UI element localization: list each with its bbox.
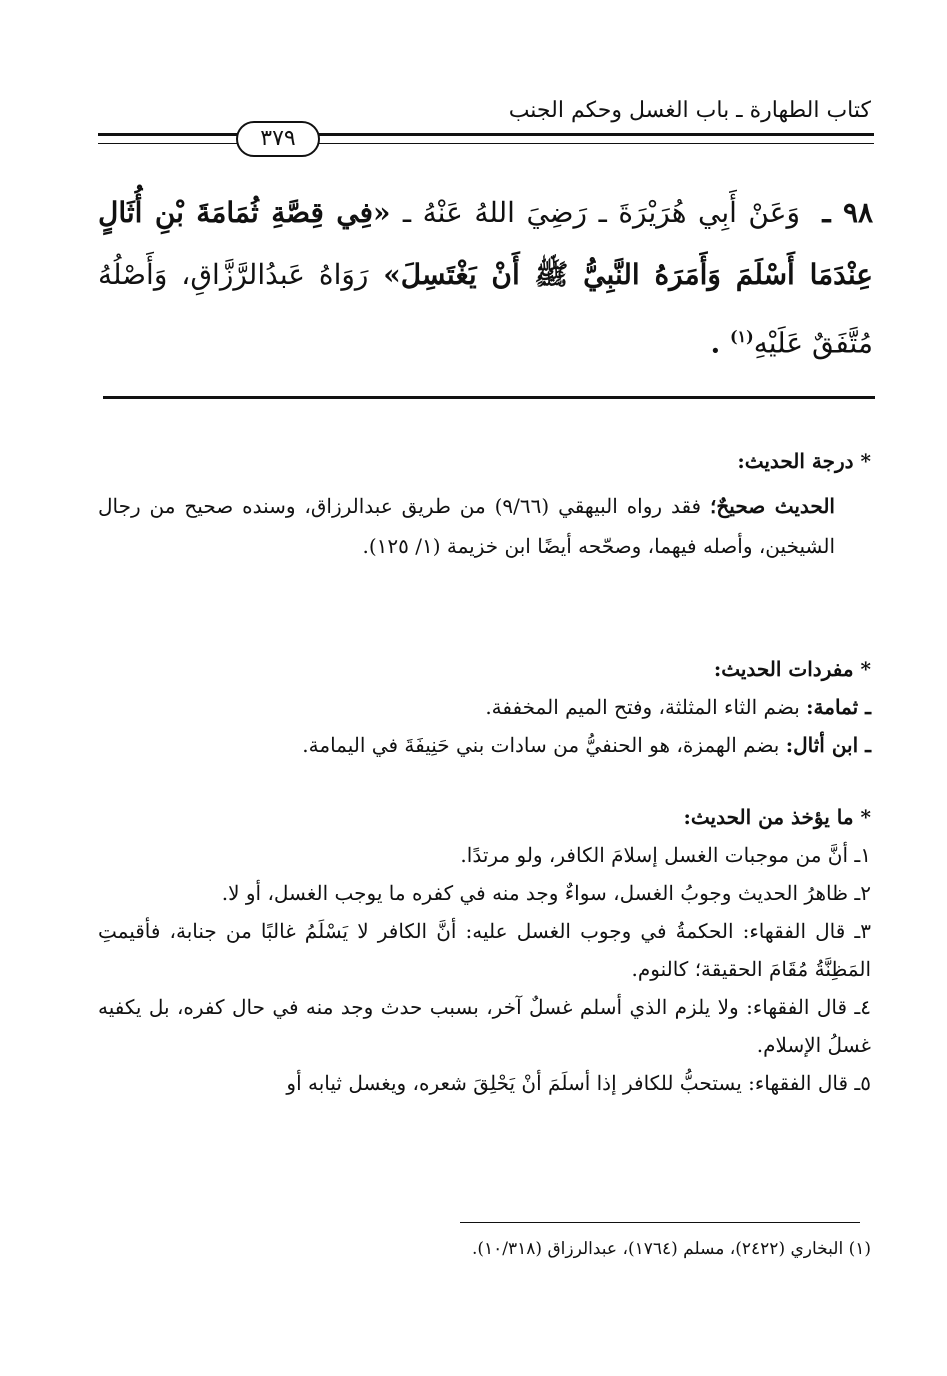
header-rule-thick (98, 133, 874, 136)
header-rule-thin (98, 143, 874, 144)
hadith-end: . (710, 326, 721, 360)
lesson-item: ٣ـ قال الفقهاء: الحكمةُ في وجوب الغسل عليه: أنَّ الكافر لا يَسْلَمُ غالبًا من جنابة، فأقيمتِ المَظِنَّةُ مُقَامَ الحقيقة؛ كالنوم. (98, 919, 871, 981)
vocabulary-definition: بضم الهمزة، هو الحنفيُّ من سادات بني حَنِيفَةَ في اليمامة. (302, 733, 780, 757)
grade-section (98, 442, 871, 566)
main-divider (103, 396, 875, 399)
vocabulary-item (98, 726, 871, 764)
grade-paragraph (98, 486, 871, 566)
grade-body: فقد رواه البيهقي (٩/٦٦) من طريق عبدالرزاق، وسنده صحيح من رجال الشيخين، وأصله فيهما، وصحّحه أيضًا ابن خزيمة (١/ ١٢٥). (98, 494, 835, 558)
footnote: (١) البخاري (٢٤٢٢)، مسلم (١٧٦٤)، عبدالرزاق (١٠/٣١٨). (471, 1239, 871, 1259)
lesson-item: ٥ـ قال الفقهاء: يستحبُّ للكافر إذا أسلَمَ أنْ يَحْلِقَ شعره، ويغسل ثيابه أو (286, 1071, 871, 1095)
hadith-matn: «فِي قِصَّةِ ثُمَامَةَ بْنِ أُثَالٍ عِنْدَمَا أَسْلَمَ وَأَمَرَهُ النَّبِيُّ ﷺ أَنْ يَغْتَسِلَ» (98, 196, 874, 291)
footnote-marker: (١) (729, 327, 754, 346)
lessons-section (98, 798, 871, 1102)
running-header-title: كتاب الطهارة ـ باب الغسل وحكم الجنب (508, 98, 871, 123)
vocabulary-section (98, 650, 871, 764)
vocabulary-definition: بضم الثاء المثلثة، وفتح الميم المخففة. (485, 695, 800, 719)
vocabulary-heading: * مفردات الحديث: (713, 657, 871, 681)
hadith-narrator: وَعَنْ أَبِي هُرَيْرَةَ ـ رَضِيَ اللهُ عَنْهُ ـ (402, 196, 800, 229)
lessons-heading: * ما يؤخذ من الحديث: (683, 805, 871, 829)
grade-lead: الحديث صحيحٌ؛ (710, 494, 835, 518)
vocabulary-term: ـ ابن أثال: (785, 733, 871, 757)
hadith-source: رَوَاهُ عَبدُالرَّزَّاقِ، وَأَصْلُهُ مُتَّفَقٌ عَلَيْهِ (98, 258, 873, 360)
vocabulary-item (98, 688, 871, 726)
vocabulary-term: ـ ثمامة: (806, 695, 871, 719)
footnote-rule (460, 1222, 860, 1223)
grade-heading: * درجة الحديث: (737, 449, 871, 473)
lesson-item: ١ـ أنَّ من موجبات الغسل إسلامَ الكافر، ولو مرتدًا. (460, 843, 871, 867)
hadith-number: ٩٨ ـ (822, 196, 874, 229)
lesson-item: ٤ـ قال الفقهاء: ولا يلزم الذي أسلم غسلٌ آخر، بسبب حدث وجد منه في حال كفره، بل يكفيه غسلُ الإسلام. (98, 995, 871, 1057)
page-number: ٣٧٩ (236, 121, 320, 157)
lesson-item: ٢ـ ظاهرُ الحديث وجوبُ الغسل، سواءٌ وجد منه في كفره ما يوجب الغسل، أو لا. (221, 881, 871, 905)
hadith-block (98, 182, 873, 374)
